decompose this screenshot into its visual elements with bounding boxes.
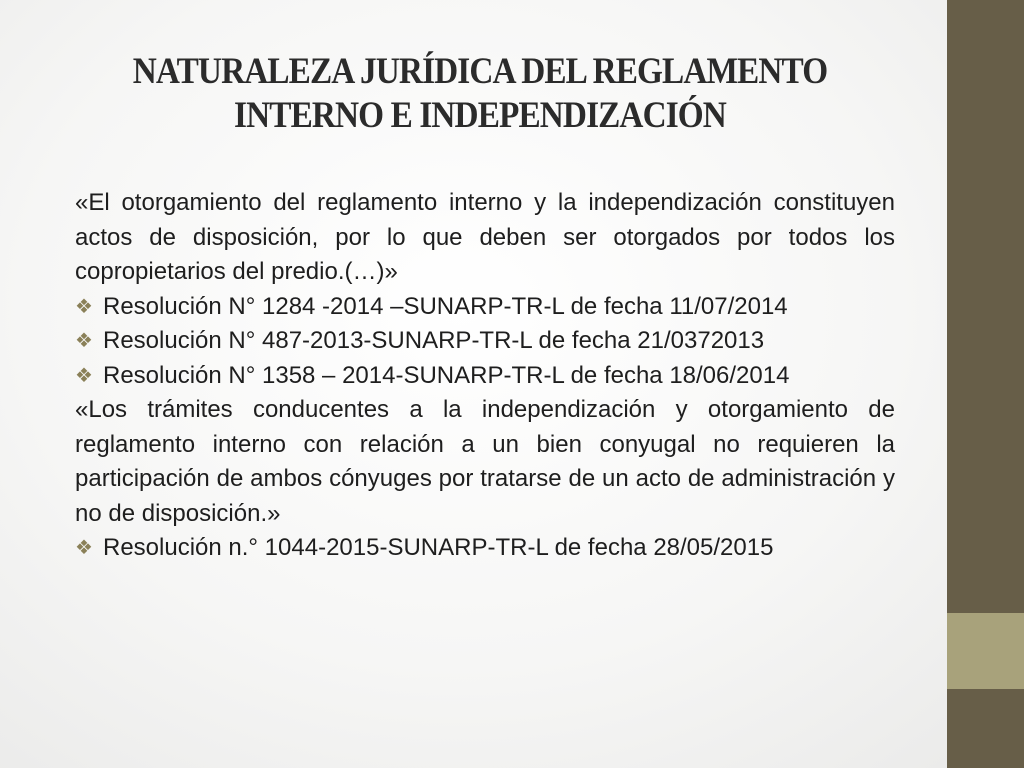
resolution-item-3 (75, 359, 895, 394)
resolution-item-2 (75, 324, 895, 359)
slide-content (75, 186, 895, 566)
title-line-2: INTERNO E INDEPENDIZACIÓN (234, 95, 726, 136)
title-line-1: NATURALEZA JURÍDICA DEL REGLAMENTO (132, 51, 828, 92)
resolution-item-text: Resolución N° 487-2013-SUNARP-TR-L de fecha 21/0372013 (103, 327, 765, 354)
resolution-item-4 (75, 531, 895, 566)
diamond-bullet-icon: ❖ (75, 330, 93, 352)
quote-paragraph-2: «Los trámites conducentes a la independización y otorgamiento de reglamento interno con relación a un bien conyugal no requieren la participación de ambos cónyuges por tratarse de un acto de administración y no de disposición.» (75, 396, 895, 527)
diamond-bullet-icon: ❖ (75, 537, 93, 559)
slide-title (102, 50, 858, 138)
resolution-item-text: Resolución n.° 1044-2015-SUNARP-TR-L de fecha 28/05/2015 (103, 534, 774, 561)
diamond-bullet-icon: ❖ (75, 364, 93, 387)
resolution-item-text: Resolución N° 1358 – 2014-SUNARP-TR-L de fecha 18/06/2014 (103, 361, 790, 389)
resolution-item-text: Resolución N° 1284 -2014 –SUNARP-TR-L de fecha 11/07/2014 (103, 292, 788, 320)
side-bar-accent (947, 613, 1024, 689)
diamond-bullet-icon: ❖ (75, 295, 93, 318)
quote-paragraph-1: «El otorgamiento del reglamento interno y la independización constituyen actos de disposición, por lo que deben ser otorgados por todos los copropietarios del predio.(…)» (75, 189, 895, 285)
resolution-item-1 (75, 290, 895, 325)
